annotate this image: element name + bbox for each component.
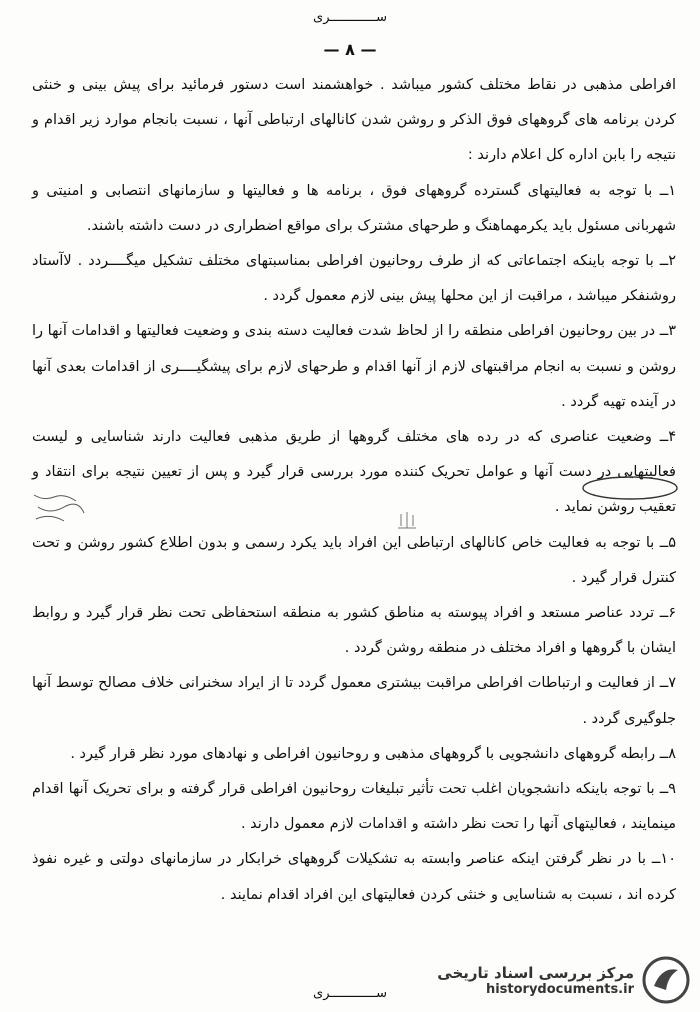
paragraph-item-7: ۷ــ از فعالیت و ارتباطات افراطی مراقبت بیشتری معمول گردد تا از ایراد سخنرانی خلاف مصالح توسط آنها جلوگیری گردد . xyxy=(32,675,676,727)
paragraph-item-8: ۸ــ رابطه گروههای دانشجویی با گروههای مذهبی و روحانیون افراطی و نهادهای مورد نظر قرار گیرد . xyxy=(70,745,676,762)
paragraph-intro: افراطی مذهبی در نقاط مختلف کشور میباشد . خواهشمند است دستور فرمائید برای پیش بینی و خنثی کردن برنامه های گروههای فوق الذکر و روشن شدن کانالهای ارتباطی آنها ، نسبت بانجام موارد زیر اقدام و نتیجه را بابن اداره کل اعلام دارند : xyxy=(32,77,676,164)
handwritten-scribble xyxy=(30,487,90,527)
paragraph-item-2: ۲ــ با توجه باینکه اجتماعاتی که از طرف روحانیون افراطی بمناسبتهای مختلف تشکیل میگــــردد . لاآستاد روشنفکر میباشد ، مراقبت از این محلها پیش بینی لازم معمول گردد . xyxy=(32,253,676,305)
paragraph-item-1: ۱ــ با توجه به فعالیتهای گسترده گروههای فوق ، برنامه ها و فعالیتها و سازمانهای انتصابی و امنیتی و شهربانی مسئول باید یکرمهماهنگ و طرحهای مشترک برای مواقع اضطراری در دست داشته باشند. xyxy=(32,182,676,234)
faint-stamp-mark xyxy=(395,510,419,532)
watermark-url: historydocuments.ir xyxy=(485,981,634,997)
paragraph-item-3: ۳ــ در بین روحانیون افراطی منطقه را از لحاظ شدت فعالیت دسته بندی و وضعیت فعالیتها و اقدامات آنها را روشن و نسبت به انجام مراقبتهای لازم از آنها اقدام و طرحهای لازم برای پیشگیــــری از اقدامات بعدی آنها در آینده تهیه گردد . xyxy=(32,323,676,410)
watermark xyxy=(437,956,690,1004)
watermark-title: مرکز بررسی اسناد تاریخی xyxy=(437,963,634,982)
paragraph-item-5: ۵ــ با توجه به فعالیت خاص کانالهای ارتباطی این افراد باید یکرد رسمی و بدون اطلاع کشور روشن و تحت کنترل قرار گیرد . xyxy=(32,534,676,586)
paragraph-item-4: ۴ــ وضعیت عناصری که در رده های مختلف گروهها از طریق مذهبی فعالیت دارند شناسایی و لیست فعالیتهایی در دست آنها و عوامل تحریک کننده مورد بررسی قرار گیرد و پس از تعیین نتیجه برای انتقاد و تعقیب روشن نماید . xyxy=(32,429,676,516)
paragraph-item-6: ۶ــ تردد عناصر مستعد و افراد پیوسته به مناطق کشور به منطقه استحفاظی تحت نظر قرار گیرد و روابط ایشان با گروهها و افراد مختلف در منطقه روشن گردد . xyxy=(32,605,676,657)
classification-stamp-bottom: ســــــــــــری xyxy=(313,986,387,1001)
paragraph-item-9: ۹ــ با توجه باینکه دانشجویان اغلب تحت تأثیر تبلیغات روحانیون افراطی قرار گرفته و برای تحریک آنها اقدام مینمایند ، فعالیتهای آنها را تحت نظر داشته و اقدامات لازم معمول دارند . xyxy=(32,781,676,833)
watermark-text xyxy=(437,964,634,997)
archive-logo-icon xyxy=(642,956,690,1004)
handwritten-oval-mark xyxy=(580,474,680,502)
page-number: — ۸ — xyxy=(323,40,377,59)
paragraph-item-10: ۱۰ــ با در نظر گرفتن اینکه عناصر وابسته به تشکیلات گروههای خرابکار در سازمانهای دولتی و غیره نفوذ کرده اند ، نسبت به شناسایی و خنثی کردن فعالیتهای این افراد اقدام نمایند . xyxy=(32,851,676,903)
classification-stamp-top: ســــــــــــری xyxy=(313,10,387,25)
